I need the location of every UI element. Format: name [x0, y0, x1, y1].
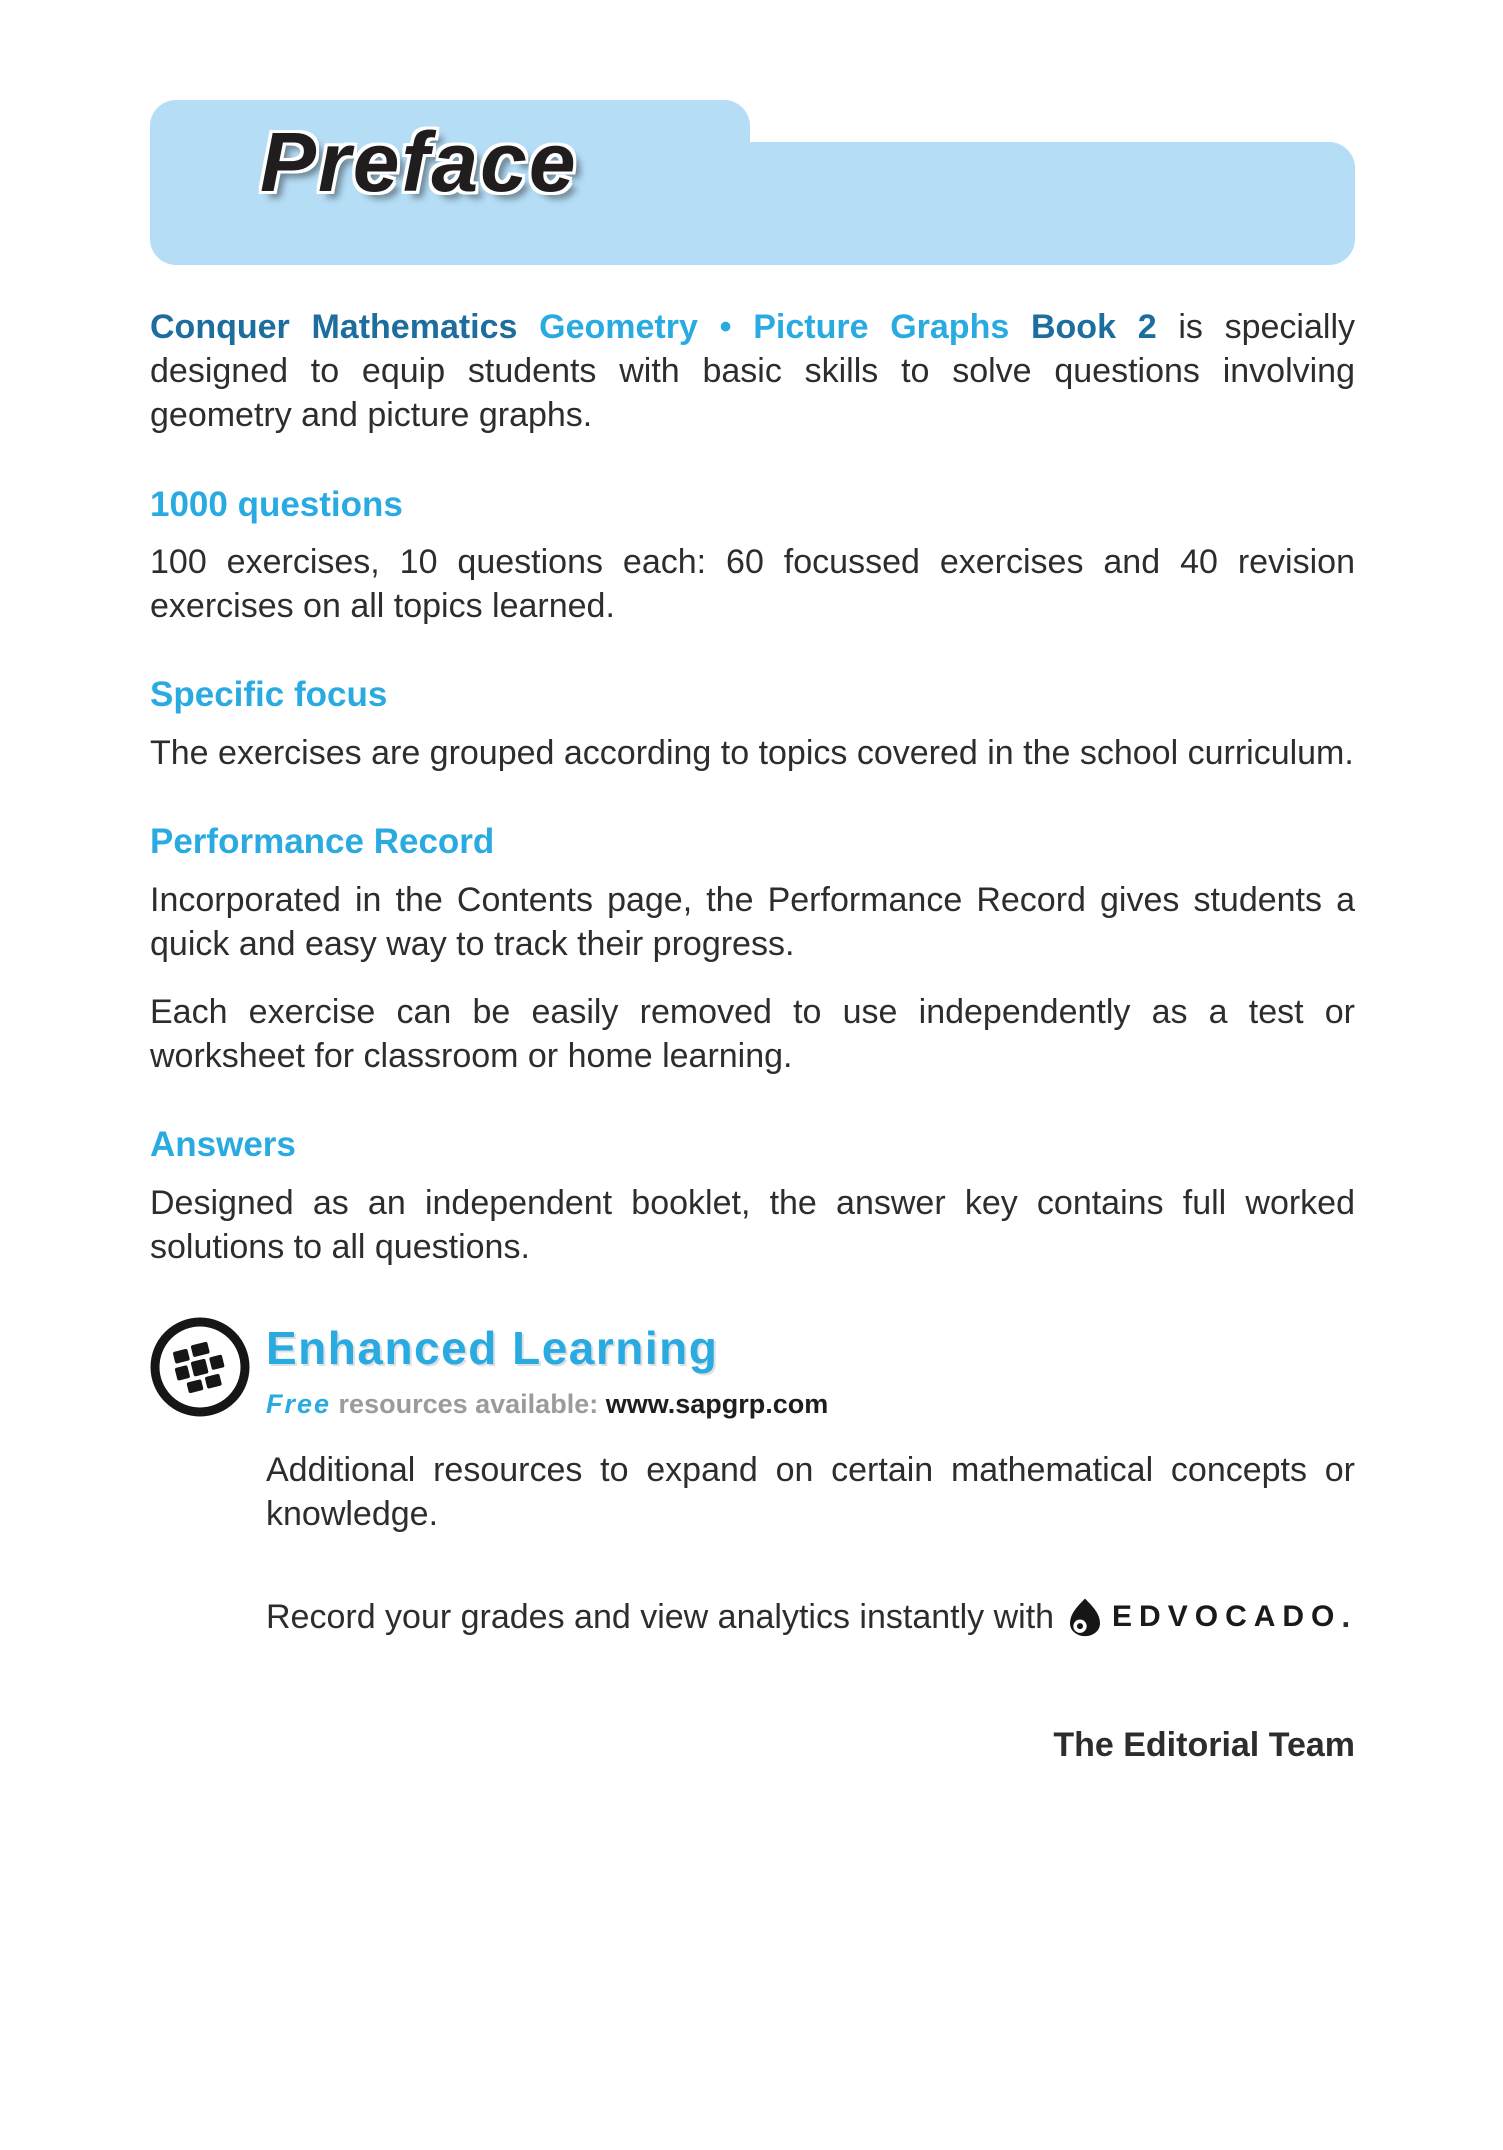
section-paragraph: Designed as an independent booklet, the answer key contains full worked solutions to all questions. [150, 1183, 1355, 1267]
section-paragraph: 100 exercises, 10 questions each: 60 focussed exercises and 40 revision exercises on all topics learned. [150, 543, 1355, 626]
section-paragraph: The exercises are grouped according to topics covered in the school curriculum. [150, 733, 1354, 772]
edvocado-brand: EDVOCADO [1112, 1600, 1342, 1634]
enhanced-learning-title: Enhanced Learning [266, 1322, 719, 1375]
intro-brand: Conquer Mathematics [150, 308, 540, 346]
page-content [0, 265, 1503, 1767]
section-specific-focus [150, 672, 1355, 775]
section-heading: 1000 questions [150, 484, 403, 524]
intro-rest: is specially designed to equip students with basic skills to solve questions involving geometry and picture graphs. [150, 308, 1356, 435]
edvocado-period: . [1341, 1597, 1351, 1634]
enhanced-learning-subtitle [266, 1387, 828, 1422]
section-heading: Answers [150, 1125, 296, 1165]
section-paragraph: Each exercise can be easily removed to use independently as a test or worksheet for classroom or home learning. [150, 993, 1355, 1076]
avocado-icon [1068, 1597, 1102, 1637]
edvocado-logo [1068, 1596, 1350, 1638]
edvocado-line [266, 1595, 1355, 1639]
sapgrp-link[interactable]: www.sapgrp.com [605, 1389, 829, 1420]
section-paragraph: Incorporated in the Contents page, the Performance Record gives students a quick and easy way to track their progress. [150, 880, 1355, 963]
enhanced-learning-block [150, 1317, 1355, 1422]
intro-paragraph [150, 305, 1355, 438]
section-answers [150, 1122, 1355, 1269]
enhanced-learning-description: Additional resources to expand on certain mathematical concepts or knowledge. [266, 1451, 1355, 1534]
edvocado-sentence: Record your grades and view analytics instantly with [266, 1597, 1055, 1636]
section-1000-questions [150, 482, 1355, 629]
intro-book: Book 2 [1030, 308, 1157, 346]
section-performance-record [150, 819, 1355, 1078]
preface-page [0, 100, 1503, 2150]
free-label: Free [266, 1389, 332, 1420]
signoff: The Editorial Team [1053, 1725, 1355, 1764]
enhanced-learning-text [266, 1317, 828, 1422]
resources-label: resources available: [331, 1389, 606, 1420]
intro-series: Geometry • Picture Graphs [539, 308, 1031, 346]
section-heading: Specific focus [150, 675, 388, 715]
page-title: Preface [260, 115, 578, 209]
section-heading: Performance Record [150, 822, 495, 862]
preface-banner [150, 100, 1355, 265]
mosaic-globe-icon [150, 1317, 250, 1417]
